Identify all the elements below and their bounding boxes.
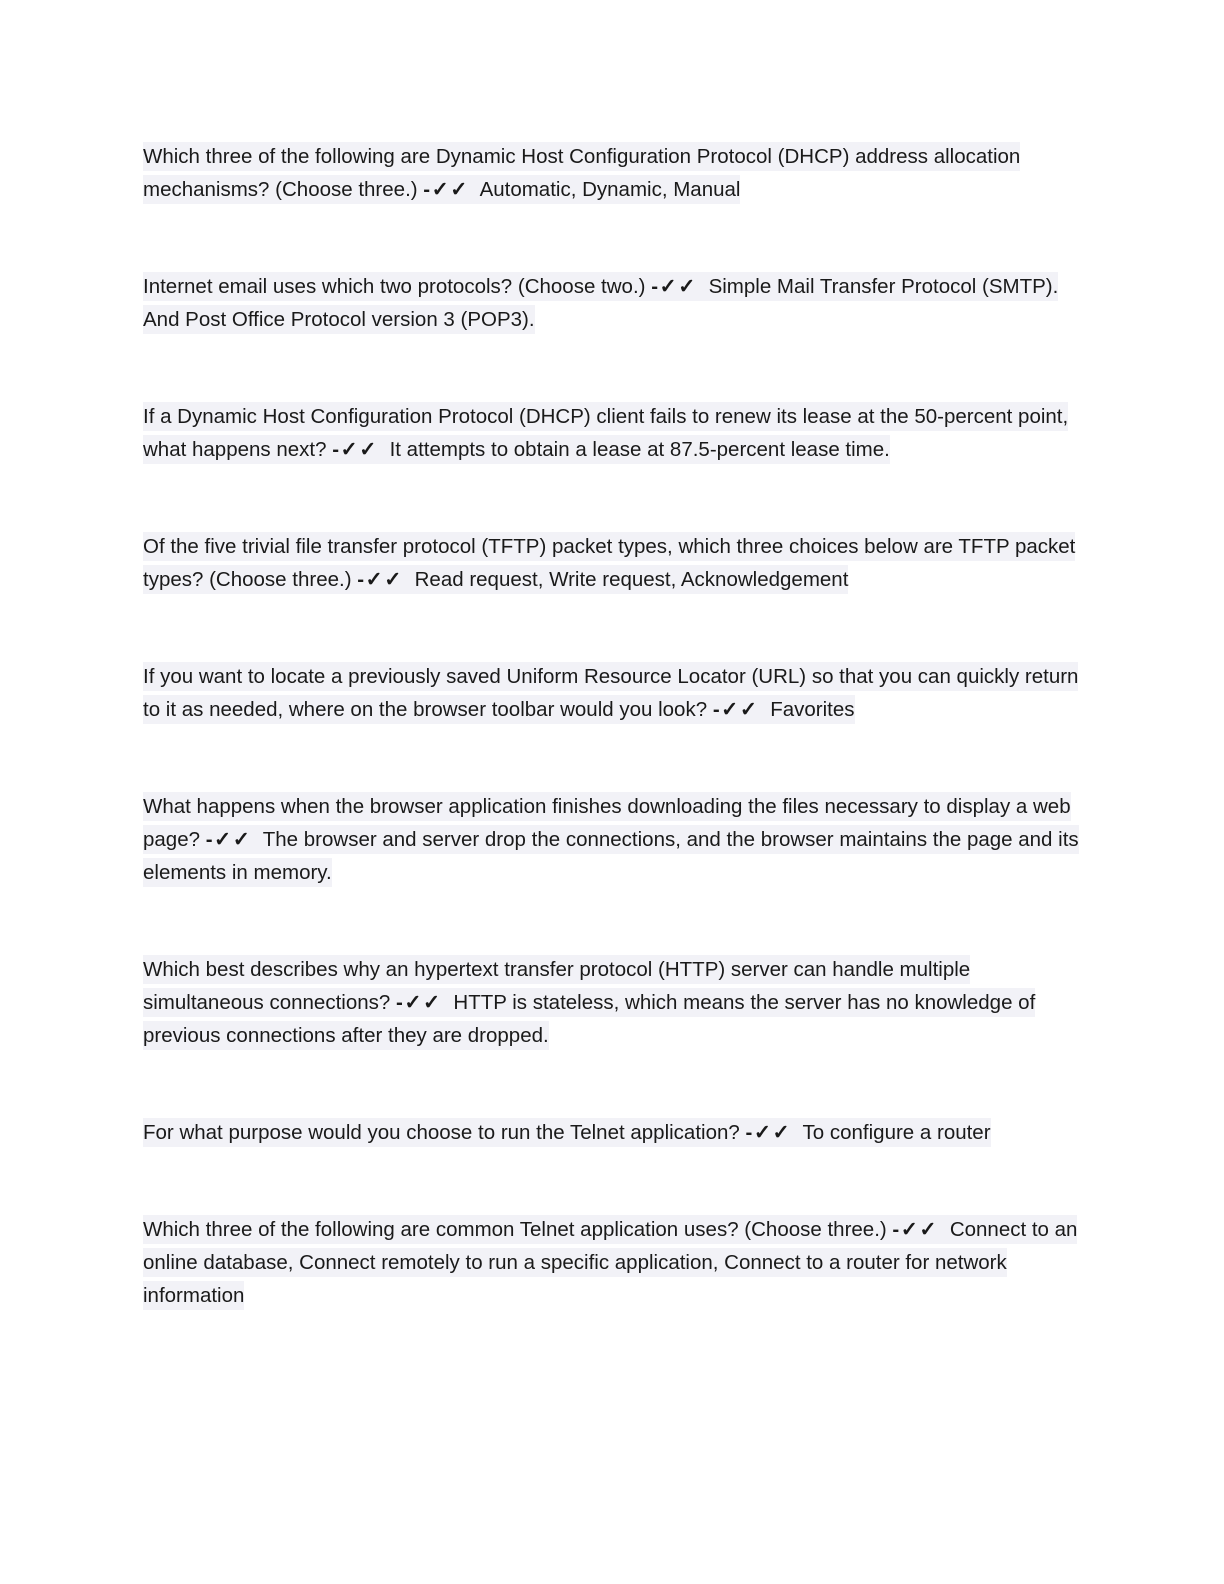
highlighted-text [143, 1118, 991, 1147]
highlighted-text [143, 792, 1079, 887]
question-text: What happens when the browser application finishes downloading the files necessary to display a web page? [143, 795, 1071, 851]
question-text: Which three of the following are common Telnet application uses? (Choose three.) [143, 1218, 887, 1241]
answer-text: To configure a router [802, 1121, 991, 1144]
question-text: Internet email uses which two protocols? (Choose two.) [143, 275, 646, 298]
question-text: Of the five trivial file transfer protocol (TFTP) packet types, which three choices below are TFTP packet types? (Choose three.) [143, 535, 1076, 591]
answer-text: The browser and server drop the connections, and the browser maintains the page and its elements in memory. [143, 828, 1079, 884]
answer-text: Simple Mail Transfer Protocol (SMTP). And Post Office Protocol version 3 (POP3). [143, 275, 1059, 331]
question-text: Which best describes why an hypertext transfer protocol (HTTP) server can handle multiple simultaneous connections? [143, 958, 971, 1014]
qa-item [143, 1213, 1081, 1312]
correct-checkmarks: -✓✓ [745, 1121, 792, 1144]
answer-text: Connect to an online database, Connect remotely to run a specific application, Connect to a router for network information [143, 1218, 1078, 1307]
answer-text: Read request, Write request, Acknowledgement [414, 568, 849, 591]
highlighted-text [143, 532, 1075, 594]
question-text: If a Dynamic Host Configuration Protocol (DHCP) client fails to renew its lease at the 50-percent point, what happens next? [143, 405, 1069, 461]
qa-item [143, 660, 1081, 726]
answer-text: Favorites [770, 698, 855, 721]
highlighted-text [143, 955, 1035, 1050]
highlighted-text [143, 272, 1058, 334]
highlighted-text [143, 1215, 1077, 1310]
qa-item [143, 140, 1081, 206]
qa-item [143, 400, 1081, 466]
highlighted-text [143, 402, 1068, 464]
qa-item [143, 953, 1081, 1052]
correct-checkmarks: -✓✓ [205, 828, 252, 851]
answer-text: It attempts to obtain a lease at 87.5-percent lease time. [389, 438, 890, 461]
correct-checkmarks: -✓✓ [396, 991, 442, 1014]
question-text: For what purpose would you choose to run the Telnet application? [143, 1121, 740, 1144]
question-text: If you want to locate a previously saved Uniform Resource Locator (URL) so that you can quickly return to it as needed, where on the browser toolbar would you look? [143, 665, 1079, 721]
correct-checkmarks: -✓✓ [712, 698, 759, 721]
highlighted-text [143, 662, 1078, 724]
correct-checkmarks: -✓✓ [332, 438, 378, 461]
qa-item [143, 530, 1081, 596]
correct-checkmarks: -✓✓ [892, 1218, 939, 1241]
qa-item [143, 270, 1081, 336]
answer-text: Automatic, Dynamic, Manual [479, 178, 741, 201]
highlighted-text [143, 142, 1020, 204]
qa-item [143, 1116, 1081, 1149]
question-text: Which three of the following are Dynamic Host Configuration Protocol (DHCP) address allocation mechanisms? (Choose three.) [143, 145, 1021, 201]
qa-item [143, 790, 1081, 889]
correct-checkmarks: -✓✓ [357, 568, 403, 591]
answer-text: HTTP is stateless, which means the server has no knowledge of previous connections after they are dropped. [143, 991, 1036, 1047]
correct-checkmarks: -✓✓ [423, 178, 469, 201]
correct-checkmarks: -✓✓ [651, 275, 697, 298]
